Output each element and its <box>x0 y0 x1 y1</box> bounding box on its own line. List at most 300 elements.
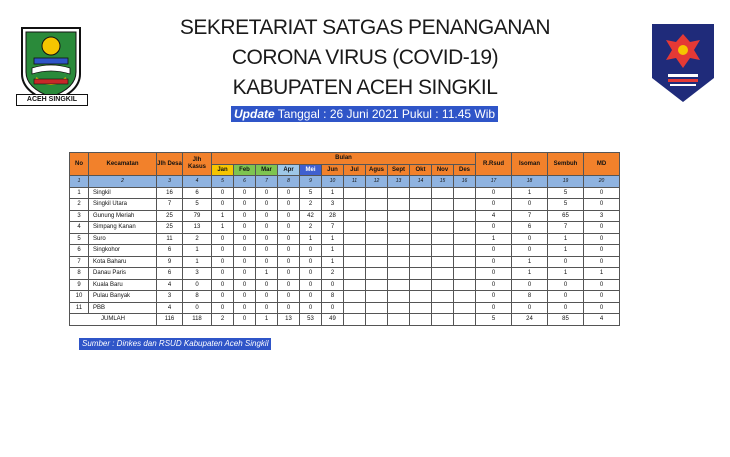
month-cell: 1 <box>322 245 344 257</box>
rsud-cell: 0 <box>476 291 512 303</box>
column-index-row <box>70 176 620 188</box>
header-bulan: Bulan <box>212 153 476 165</box>
kecamatan-name: Singkohor <box>89 245 157 257</box>
md-cell: 0 <box>584 187 620 199</box>
month-cell: 0 <box>234 302 256 314</box>
month-cell: 1 <box>212 222 234 234</box>
md-cell: 0 <box>584 233 620 245</box>
table-row <box>70 233 620 245</box>
rsud-cell: 0 <box>476 279 512 291</box>
total-month-cell: 2 <box>212 314 234 326</box>
total-rsud-cell: 5 <box>476 314 512 326</box>
month-cell: 0 <box>234 268 256 280</box>
month-cell <box>344 291 366 303</box>
kecamatan-name: PBB <box>89 302 157 314</box>
sembuh-cell: 5 <box>548 187 584 199</box>
table-row <box>70 245 620 257</box>
month-cell <box>432 233 454 245</box>
column-index-cell: 10 <box>322 176 344 188</box>
month-cell: 8 <box>322 291 344 303</box>
header-no: No <box>70 153 89 176</box>
rsud-cell: 0 <box>476 268 512 280</box>
month-cell <box>454 256 476 268</box>
header-md: MD <box>584 153 620 176</box>
header-sembuh: Sembuh <box>548 153 584 176</box>
month-cell: 0 <box>256 187 278 199</box>
month-cell: 0 <box>234 245 256 257</box>
month-cell <box>344 233 366 245</box>
month-cell: 3 <box>322 199 344 211</box>
month-cell: 0 <box>300 256 322 268</box>
total-month-cell: 0 <box>234 314 256 326</box>
md-cell: 0 <box>584 245 620 257</box>
month-cell <box>454 245 476 257</box>
month-cell <box>410 233 432 245</box>
md-cell: 0 <box>584 222 620 234</box>
month-cell <box>432 199 454 211</box>
jlh-desa-cell: 11 <box>157 233 183 245</box>
total-month-cell <box>344 314 366 326</box>
sembuh-cell: 0 <box>548 279 584 291</box>
month-header-nov: Nov <box>432 164 454 176</box>
month-cell: 0 <box>256 256 278 268</box>
logo-caption: ACEH SINGKIL <box>16 94 88 106</box>
month-cell: 0 <box>256 222 278 234</box>
md-cell: 0 <box>584 199 620 211</box>
month-cell: 0 <box>212 245 234 257</box>
jlh-desa-cell: 25 <box>157 222 183 234</box>
month-cell: 0 <box>212 199 234 211</box>
month-cell <box>388 233 410 245</box>
kecamatan-name: Singkil Utara <box>89 199 157 211</box>
month-cell: 0 <box>256 279 278 291</box>
month-cell: 7 <box>322 222 344 234</box>
table-row <box>70 210 620 222</box>
sembuh-cell: 0 <box>548 302 584 314</box>
month-cell <box>344 268 366 280</box>
jlh-desa-cell: 9 <box>157 256 183 268</box>
month-cell <box>388 302 410 314</box>
title-line-3: KABUPATEN ACEH SINGKIL <box>232 76 498 99</box>
sembuh-cell: 0 <box>548 256 584 268</box>
month-cell <box>388 199 410 211</box>
month-cell: 0 <box>256 302 278 314</box>
jlh-kasus-cell: 0 <box>183 302 212 314</box>
month-cell: 0 <box>278 279 300 291</box>
column-index-cell: 17 <box>476 176 512 188</box>
title-line-2: CORONA VIRUS (COVID-19) <box>231 46 499 69</box>
month-cell <box>410 256 432 268</box>
month-cell: 0 <box>234 210 256 222</box>
month-cell <box>344 210 366 222</box>
month-cell <box>366 187 388 199</box>
month-cell: 1 <box>256 268 278 280</box>
rsud-cell: 4 <box>476 210 512 222</box>
month-cell: 2 <box>322 268 344 280</box>
row-number: 4 <box>70 222 89 234</box>
month-cell <box>432 222 454 234</box>
month-cell <box>432 187 454 199</box>
source-note: Sumber : Dinkes dan RSUD Kabupaten Aceh Singkil <box>79 338 271 350</box>
month-cell <box>344 256 366 268</box>
row-number: 1 <box>70 187 89 199</box>
rsud-cell: 0 <box>476 302 512 314</box>
column-index-cell: 18 <box>512 176 548 188</box>
total-month-cell: 49 <box>322 314 344 326</box>
column-index-cell: 1 <box>70 176 89 188</box>
total-month-cell <box>366 314 388 326</box>
jlh-kasus-cell: 13 <box>183 222 212 234</box>
month-cell: 0 <box>300 302 322 314</box>
month-cell <box>454 233 476 245</box>
month-cell: 0 <box>212 302 234 314</box>
sembuh-cell: 7 <box>548 222 584 234</box>
month-cell <box>366 245 388 257</box>
month-cell: 0 <box>278 210 300 222</box>
column-index-cell: 11 <box>344 176 366 188</box>
jlh-kasus-cell: 6 <box>183 187 212 199</box>
row-number: 2 <box>70 199 89 211</box>
md-cell: 0 <box>584 279 620 291</box>
table-row <box>70 302 620 314</box>
rsud-cell: 0 <box>476 187 512 199</box>
total-month-cell: 53 <box>300 314 322 326</box>
update-datetime: Tanggal : 26 Juni 2021 Pukul : 11.45 Wib <box>274 107 496 121</box>
isoman-cell: 0 <box>512 199 548 211</box>
month-cell: 0 <box>234 279 256 291</box>
jlh-kasus-cell: 0 <box>183 279 212 291</box>
isoman-cell: 6 <box>512 222 548 234</box>
month-cell <box>366 302 388 314</box>
total-isoman-cell: 24 <box>512 314 548 326</box>
md-cell: 0 <box>584 291 620 303</box>
isoman-cell: 0 <box>512 245 548 257</box>
column-index-cell: 20 <box>584 176 620 188</box>
rsud-cell: 0 <box>476 245 512 257</box>
table-row <box>70 199 620 211</box>
table-row <box>70 187 620 199</box>
jlh-kasus-cell: 79 <box>183 210 212 222</box>
column-index-cell: 13 <box>388 176 410 188</box>
isoman-cell: 0 <box>512 279 548 291</box>
jlh-kasus-cell: 8 <box>183 291 212 303</box>
month-cell <box>388 187 410 199</box>
rsud-cell: 0 <box>476 199 512 211</box>
month-cell: 0 <box>278 222 300 234</box>
title-line-1: SEKRETARIAT SATGAS PENANGANAN <box>179 16 551 39</box>
md-cell: 3 <box>584 210 620 222</box>
rsud-cell: 1 <box>476 233 512 245</box>
month-cell: 0 <box>234 222 256 234</box>
column-index-cell: 19 <box>548 176 584 188</box>
total-label: JUMLAH <box>70 314 157 326</box>
header-rsud: R.Rsud <box>476 153 512 176</box>
month-cell: 0 <box>212 233 234 245</box>
month-cell: 0 <box>256 199 278 211</box>
month-cell: 0 <box>278 199 300 211</box>
month-cell: 0 <box>300 291 322 303</box>
isoman-cell: 0 <box>512 233 548 245</box>
month-cell: 0 <box>212 268 234 280</box>
month-header-mar: Mar <box>256 164 278 176</box>
month-cell: 0 <box>278 233 300 245</box>
isoman-cell: 0 <box>512 302 548 314</box>
month-cell: 0 <box>278 268 300 280</box>
jlh-desa-cell: 6 <box>157 245 183 257</box>
month-cell: 0 <box>212 187 234 199</box>
total-month-cell: 13 <box>278 314 300 326</box>
sembuh-cell: 0 <box>548 291 584 303</box>
month-cell <box>344 302 366 314</box>
month-header-des: Des <box>454 164 476 176</box>
total-row <box>70 314 620 326</box>
month-cell: 0 <box>234 187 256 199</box>
month-cell: 0 <box>234 233 256 245</box>
aceh-singkil-logo <box>14 22 88 108</box>
update-label: Update <box>234 107 275 121</box>
month-header-jan: Jan <box>212 164 234 176</box>
month-cell <box>410 268 432 280</box>
month-cell <box>432 268 454 280</box>
month-cell <box>388 268 410 280</box>
month-cell <box>366 291 388 303</box>
month-cell: 0 <box>212 279 234 291</box>
jlh-desa-cell: 25 <box>157 210 183 222</box>
table-row <box>70 256 620 268</box>
month-cell <box>366 233 388 245</box>
table-row <box>70 291 620 303</box>
row-number: 5 <box>70 233 89 245</box>
month-header-mei: Mei <box>300 164 322 176</box>
month-cell <box>388 245 410 257</box>
row-number: 3 <box>70 210 89 222</box>
month-cell: 0 <box>234 199 256 211</box>
satgas-covid-logo <box>648 20 718 104</box>
month-cell <box>410 187 432 199</box>
month-cell <box>454 291 476 303</box>
month-cell: 0 <box>278 291 300 303</box>
month-cell <box>366 279 388 291</box>
isoman-cell: 1 <box>512 256 548 268</box>
column-index-cell: 3 <box>157 176 183 188</box>
md-cell: 0 <box>584 302 620 314</box>
jlh-desa-cell: 16 <box>157 187 183 199</box>
kecamatan-name: Singkil <box>89 187 157 199</box>
month-cell: 0 <box>322 302 344 314</box>
month-cell: 1 <box>322 233 344 245</box>
md-cell: 1 <box>584 268 620 280</box>
total-month-cell <box>410 314 432 326</box>
jlh-desa-cell: 4 <box>157 302 183 314</box>
month-cell: 42 <box>300 210 322 222</box>
month-cell: 0 <box>256 233 278 245</box>
month-cell <box>366 199 388 211</box>
month-cell: 0 <box>256 291 278 303</box>
table-row <box>70 222 620 234</box>
column-index-cell: 6 <box>234 176 256 188</box>
sembuh-cell: 5 <box>548 199 584 211</box>
month-cell <box>366 268 388 280</box>
jlh-desa-cell: 6 <box>157 268 183 280</box>
month-cell <box>410 210 432 222</box>
month-cell <box>454 279 476 291</box>
total-desa-cell: 116 <box>157 314 183 326</box>
month-cell: 0 <box>256 245 278 257</box>
row-number: 10 <box>70 291 89 303</box>
month-header-jul: Jul <box>344 164 366 176</box>
sembuh-cell: 1 <box>548 268 584 280</box>
month-cell <box>344 279 366 291</box>
jlh-kasus-cell: 1 <box>183 245 212 257</box>
month-cell <box>366 210 388 222</box>
month-cell: 0 <box>278 256 300 268</box>
header-jlh-kasus: Jlh Kasus <box>183 153 212 176</box>
month-cell: 1 <box>300 233 322 245</box>
total-md-cell: 4 <box>584 314 620 326</box>
total-sembuh-cell: 85 <box>548 314 584 326</box>
month-cell <box>410 245 432 257</box>
month-cell <box>454 210 476 222</box>
kecamatan-name: Kuala Baru <box>89 279 157 291</box>
row-number: 11 <box>70 302 89 314</box>
month-cell: 0 <box>212 256 234 268</box>
month-cell <box>410 302 432 314</box>
month-cell: 0 <box>322 279 344 291</box>
isoman-cell: 1 <box>512 268 548 280</box>
month-cell <box>344 187 366 199</box>
rsud-cell: 0 <box>476 222 512 234</box>
month-header-sept: Sept <box>388 164 410 176</box>
jlh-desa-cell: 4 <box>157 279 183 291</box>
month-cell: 28 <box>322 210 344 222</box>
month-cell <box>432 210 454 222</box>
kecamatan-name: Gunung Meriah <box>89 210 157 222</box>
total-month-cell <box>388 314 410 326</box>
month-header-agus: Agus <box>366 164 388 176</box>
jlh-desa-cell: 3 <box>157 291 183 303</box>
month-cell: 1 <box>212 210 234 222</box>
month-cell: 0 <box>234 291 256 303</box>
month-cell <box>388 279 410 291</box>
column-index-cell: 2 <box>89 176 157 188</box>
month-cell: 0 <box>300 279 322 291</box>
month-cell <box>410 222 432 234</box>
month-cell <box>388 222 410 234</box>
month-header-apr: Apr <box>278 164 300 176</box>
month-cell <box>344 199 366 211</box>
month-cell <box>388 291 410 303</box>
column-index-cell: 5 <box>212 176 234 188</box>
jlh-kasus-cell: 5 <box>183 199 212 211</box>
column-index-cell: 15 <box>432 176 454 188</box>
month-cell: 0 <box>300 268 322 280</box>
month-cell <box>432 291 454 303</box>
jlh-kasus-cell: 1 <box>183 256 212 268</box>
kecamatan-name: Kota Baharu <box>89 256 157 268</box>
month-header-okt: Okt <box>410 164 432 176</box>
month-cell <box>366 256 388 268</box>
table-row <box>70 279 620 291</box>
month-cell: 0 <box>256 210 278 222</box>
month-cell <box>388 256 410 268</box>
column-index-cell: 4 <box>183 176 212 188</box>
row-number: 6 <box>70 245 89 257</box>
jlh-desa-cell: 7 <box>157 199 183 211</box>
row-number: 9 <box>70 279 89 291</box>
covid-case-table <box>69 152 620 326</box>
kecamatan-name: Simpang Kanan <box>89 222 157 234</box>
month-cell: 0 <box>212 291 234 303</box>
month-cell <box>454 302 476 314</box>
month-cell <box>432 245 454 257</box>
month-cell <box>454 268 476 280</box>
month-cell: 0 <box>300 245 322 257</box>
kecamatan-name: Suro <box>89 233 157 245</box>
total-month-cell: 1 <box>256 314 278 326</box>
table-row <box>70 268 620 280</box>
row-number: 7 <box>70 256 89 268</box>
month-cell <box>432 279 454 291</box>
month-cell <box>410 291 432 303</box>
column-index-cell: 14 <box>410 176 432 188</box>
month-cell <box>344 222 366 234</box>
month-cell <box>344 245 366 257</box>
month-cell <box>410 279 432 291</box>
header-kecamatan: Kecamatan <box>89 153 157 176</box>
header-jlh-desa: Jlh Desa <box>157 153 183 176</box>
month-cell <box>454 222 476 234</box>
column-index-cell: 12 <box>366 176 388 188</box>
jlh-kasus-cell: 2 <box>183 233 212 245</box>
isoman-cell: 7 <box>512 210 548 222</box>
month-cell: 0 <box>278 187 300 199</box>
month-cell: 1 <box>322 187 344 199</box>
month-cell: 2 <box>300 222 322 234</box>
month-cell: 0 <box>234 256 256 268</box>
month-header-feb: Feb <box>234 164 256 176</box>
column-index-cell: 16 <box>454 176 476 188</box>
month-cell <box>432 302 454 314</box>
kecamatan-name: Danau Paris <box>89 268 157 280</box>
update-banner <box>231 106 498 122</box>
row-number: 8 <box>70 268 89 280</box>
total-month-cell <box>432 314 454 326</box>
month-cell: 0 <box>278 245 300 257</box>
sembuh-cell: 65 <box>548 210 584 222</box>
month-cell: 0 <box>278 302 300 314</box>
isoman-cell: 8 <box>512 291 548 303</box>
total-kasus-cell: 118 <box>183 314 212 326</box>
month-cell: 5 <box>300 187 322 199</box>
month-cell <box>366 222 388 234</box>
rsud-cell: 0 <box>476 256 512 268</box>
column-index-cell: 7 <box>256 176 278 188</box>
month-cell <box>432 256 454 268</box>
jlh-kasus-cell: 3 <box>183 268 212 280</box>
md-cell: 0 <box>584 256 620 268</box>
sembuh-cell: 1 <box>548 245 584 257</box>
sembuh-cell: 1 <box>548 233 584 245</box>
column-index-cell: 8 <box>278 176 300 188</box>
month-cell <box>410 199 432 211</box>
column-index-cell: 9 <box>300 176 322 188</box>
month-cell <box>454 199 476 211</box>
kecamatan-name: Pulau Banyak <box>89 291 157 303</box>
month-cell <box>388 210 410 222</box>
isoman-cell: 1 <box>512 187 548 199</box>
month-header-jun: Jun <box>322 164 344 176</box>
month-cell: 2 <box>300 199 322 211</box>
